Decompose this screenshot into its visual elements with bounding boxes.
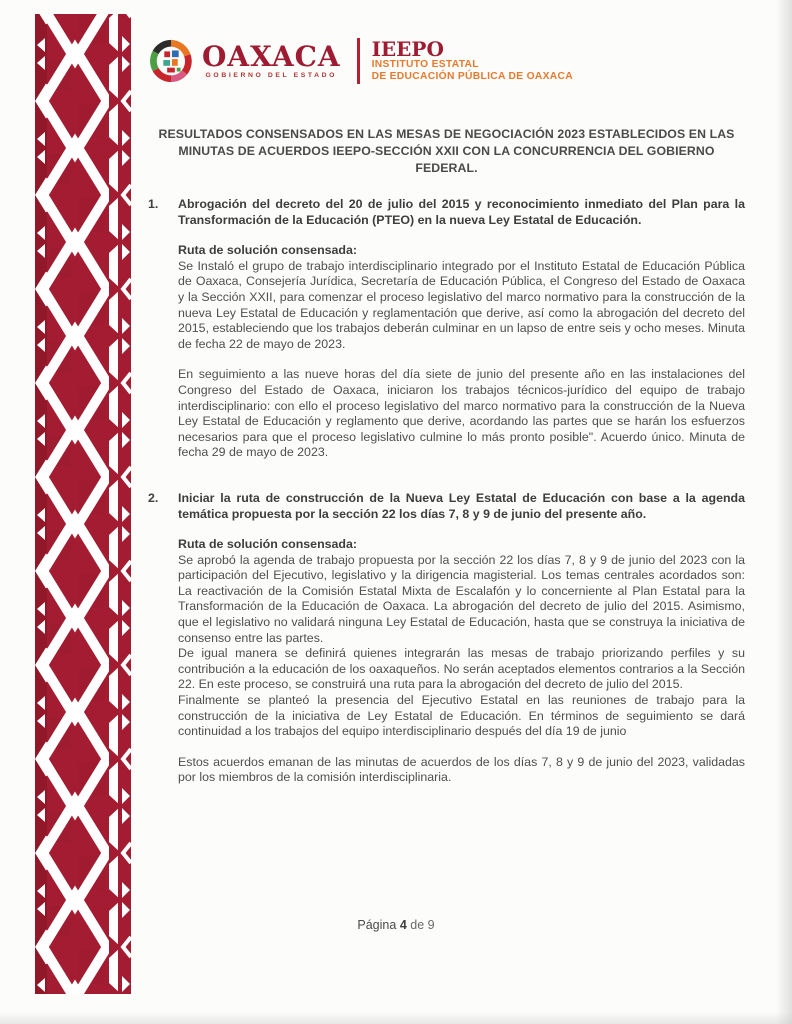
document-title: RESULTADOS CONSENSADOS EN LAS MESAS DE NEGOCIACIÓN 2023 ESTABLECIDOS EN LAS MINUTAS DE ACUERDOS IEEPO-SECCIÓN XXII CON LA CONCURRENCIA DEL GOBIERNO FEDERAL.	[158, 127, 735, 175]
item-2-subheading: Ruta de solución consensada:	[178, 537, 358, 552]
item-2-body	[178, 537, 745, 786]
item-2-heading: Iniciar la ruta de construcción de la Nueva Ley Estatal de Educación con base a la agenda temática propuesta por la sección 22 los días 7, 8 y 9 de junio del presente año.	[178, 490, 745, 521]
mitla-pattern-icon	[35, 14, 131, 994]
decorative-border	[35, 14, 131, 994]
scan-edge-shadow-right	[776, 0, 792, 1024]
org-acronym: IEEPO	[371, 36, 444, 61]
agreement-item-1	[148, 197, 745, 461]
item-2-heading-row	[148, 491, 745, 522]
brand-block	[202, 39, 341, 79]
header-divider	[357, 38, 360, 84]
org-line-2: DE EDUCACIÓN PÚBLICA DE OAXACA	[371, 71, 573, 82]
page-content	[148, 0, 745, 786]
page-total: de 9	[410, 918, 435, 932]
item-1-subheading: Ruta de solución consensada:	[178, 243, 358, 258]
item-2-paragraph: De igual manera se definirá quienes integrarán las mesas de trabajo priorizando perfiles y su contribución a la educación de los oaxaqueños. No serán aceptados elementos contrarios a la Sección 22. En este proceso, se construirá una ruta para la abrogación del decreto de julio del 2015.	[178, 646, 745, 692]
letterhead	[148, 38, 745, 84]
item-1-paragraph: En seguimiento a las nueve horas del día siete de junio del presente año en las instalaciones del Congreso del Estado de Oaxaca, iniciaron los trabajos técnicos-jurídico del equipo de trabajo interdisciplinario: con ello el proceso legislativo del marco normativo para la construcción de la Nueva Ley Estatal de Educación y reglamento que derive, acordando las partes que se harán los esfuerzos necesarios para que el proceso legislativo culmine lo más pronto posible". Acuerdo único. Minuta de fecha 29 de mayo de 2023.	[178, 367, 745, 460]
item-1-body	[178, 243, 745, 461]
brand-name: OAXACA	[202, 39, 341, 73]
item-2-paragraph: Se aprobó la agenda de trabajo propuesta por la sección 22 los días 7, 8 y 9 de junio del 2023 con la participación del Ejecutivo, legislativo y la dirigencia magisterial. Los temas centrales acordados son: La reactivación de la Comisión Estatal Mixta de Escalafón y lo concerniente al Plan Estatal para la Transformación de la Educación de Oaxaca. La abrogación del decreto de julio del 2015. Asimismo, que el legislativo no validará ninguna Ley Estatal de Educación, hasta que se construya la iniciativa de consenso entre las partes.	[178, 552, 745, 645]
page-label: Página	[357, 918, 397, 932]
item-1-heading: Abrogación del decreto del 20 de julio del 2015 y reconocimiento inmediato del Plan para la Transformación de la Educación (PTEO) en la nueva Ley Estatal de Educación.	[178, 197, 745, 227]
scan-edge-shadow-bottom	[0, 1012, 792, 1024]
item-1-heading-row	[148, 197, 745, 228]
item-2-paragraph: Finalmente se planteó la presencia del Ejecutivo Estatal en las reuniones de trabajo para la construcción de la iniciativa de Ley Estatal de Educación. En términos de seguimiento se dará continuidad a los trabajos del equipo interdisciplinario después del día 19 de junio	[178, 693, 745, 739]
org-block	[371, 36, 573, 84]
brand-tagline: GOBIERNO DEL ESTADO	[205, 71, 338, 79]
org-line-1: INSTITUTO ESTATAL	[371, 58, 479, 70]
item-1-paragraph: Se Instaló el grupo de trabajo interdisciplinario integrado por el Instituto Estatal de Educación Pública de Oaxaca, Consejería Jurídica, Secretaría de Educación Pública, el Congreso del Estado de Oaxaca y la Sección XXII, para comenzar el proceso legislativo del marco normativo para la construcción de la nueva Ley Estatal de Educación y reglamentación que derive, así como la abrogación del decreto del 2015, estableciendo que los trabajos deberán culminar en un lapso de entre seis y ocho meses. Minuta de fecha 22 de mayo de 2023.	[178, 258, 745, 351]
item-2-number: 2.	[148, 490, 159, 505]
item-2-closing-paragraph: Estos acuerdos emanan de las minutas de acuerdos de los días 7, 8 y 9 de junio del 2023, validadas por los miembros de la comisión interdisciplinaria.	[178, 754, 745, 785]
page-footer	[0, 918, 792, 932]
oaxaca-logo-icon	[148, 38, 194, 84]
item-1-number: 1.	[148, 197, 159, 211]
agreement-item-2	[148, 491, 745, 786]
page-number: 4	[399, 918, 407, 932]
